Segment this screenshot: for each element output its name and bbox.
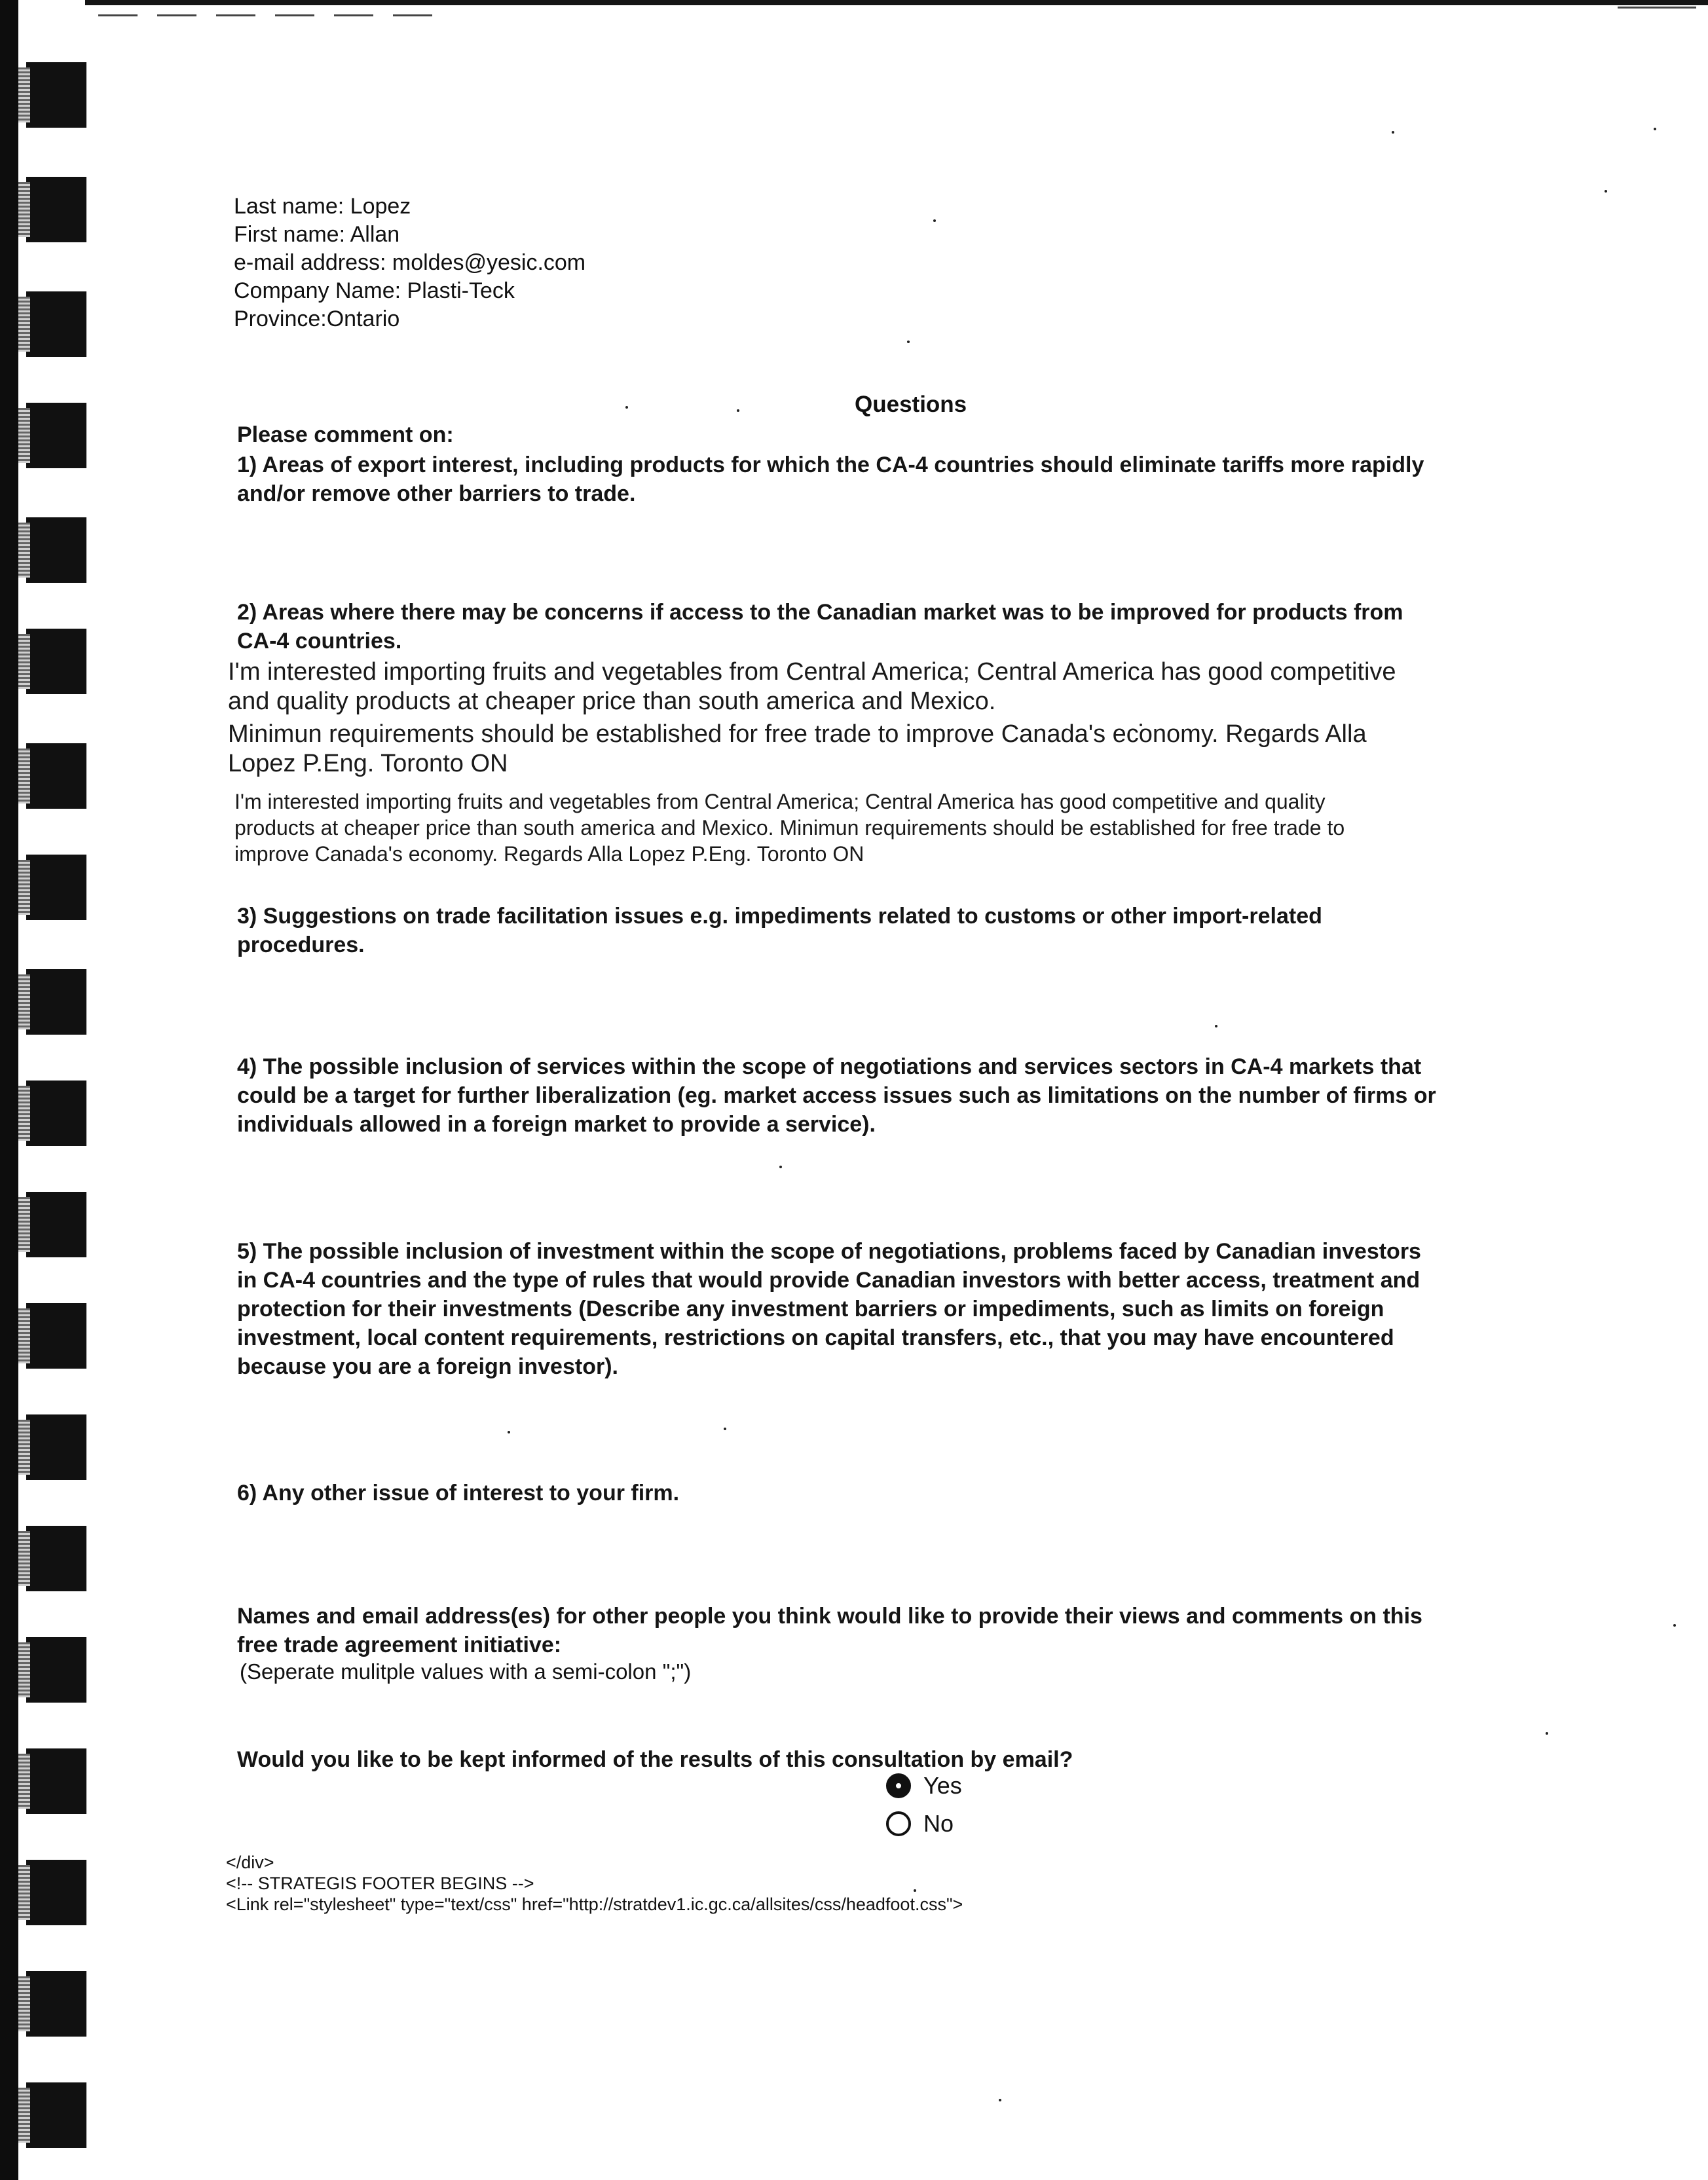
binding-hole	[26, 1860, 86, 1925]
question-5-line: 5) The possible inclusion of investment within the scope of negotiations, problems faced by Canadian investors	[237, 1239, 1421, 1264]
intro-text: Please comment on:	[237, 422, 454, 447]
question-5-line: in CA-4 countries and the type of rules that would provide Canadian investors with better access, treatment and	[237, 1268, 1420, 1293]
scan-speck	[1546, 1732, 1548, 1735]
question-3-line: 3) Suggestions on trade facilitation issues e.g. impediments related to customs or other import-related	[237, 904, 1322, 929]
scan-speck	[933, 219, 936, 222]
binding-hole	[26, 2082, 86, 2148]
answer-2-small-line: products at cheaper price than south america and Mexico. Minimun requirements should be established for free trade to	[234, 816, 1345, 840]
scan-top-edge	[85, 0, 1708, 5]
company-name: Company Name: Plasti-Teck	[234, 278, 515, 303]
binding-edge	[0, 0, 18, 2180]
binding-hole	[26, 403, 86, 468]
questions-heading: Questions	[855, 392, 967, 417]
question-6-line: 6) Any other issue of interest to your firm.	[237, 1481, 680, 1506]
question-4-line: 4) The possible inclusion of services within the scope of negotiations and services sectors in CA-4 markets that	[237, 1054, 1422, 1079]
scan-speck	[1654, 128, 1656, 130]
scan-speck	[1673, 1624, 1676, 1627]
referrals-line: Names and email address(es) for other people you think would like to provide their views and comments on this	[237, 1604, 1422, 1629]
scan-speck	[625, 406, 628, 409]
scan-speck	[999, 2099, 1001, 2101]
binding-hole	[26, 1303, 86, 1369]
binding-hole	[26, 1526, 86, 1591]
question-2-line: CA-4 countries.	[237, 629, 402, 654]
binding-hole	[26, 177, 86, 242]
scan-speck	[907, 341, 910, 343]
binding-hole	[26, 517, 86, 583]
scan-speck	[508, 1431, 510, 1433]
question-4-line: individuals allowed in a foreign market to provide a service).	[237, 1112, 876, 1137]
scan-speck	[724, 1428, 726, 1430]
answer-2-large-line: Minimun requirements should be established for free trade to improve Canada's economy. Regards Alla	[228, 720, 1367, 748]
binding-hole	[26, 1081, 86, 1146]
code-line: </div>	[226, 1853, 274, 1872]
scan-speck	[737, 409, 739, 412]
scan-dash-line-right	[1618, 7, 1696, 9]
first-name: First name: Allan	[234, 222, 400, 247]
question-3-line: procedures.	[237, 933, 365, 957]
question-1-line: and/or remove other barriers to trade.	[237, 481, 636, 506]
code-line: <!-- STRATEGIS FOOTER BEGINS -->	[226, 1874, 534, 1893]
answer-2-small-line: improve Canada's economy. Regards Alla Lopez P.Eng. Toronto ON	[234, 842, 864, 866]
scan-speck	[1215, 1025, 1217, 1027]
binding-hole	[26, 1414, 86, 1480]
no-label: No	[923, 1810, 954, 1837]
question-5-line: investment, local content requirements, restrictions on capital transfers, etc., that you may have encountered	[237, 1325, 1394, 1350]
yes-radio[interactable]	[886, 1773, 911, 1798]
binding-hole	[26, 743, 86, 809]
binding-hole	[26, 291, 86, 357]
binding-hole	[26, 1971, 86, 2037]
code-line: <Link rel="stylesheet" type="text/css" href="http://stratdev1.ic.gc.ca/allsites/css/headfoot.css">	[226, 1894, 963, 1914]
binding-hole	[26, 855, 86, 920]
last-name: Last name: Lopez	[234, 194, 411, 219]
keep-informed-question: Would you like to be kept informed of the results of this consultation by email?	[237, 1747, 1073, 1772]
answer-2-small-line: I'm interested importing fruits and vegetables from Central America; Central America has good competitive and quality	[234, 790, 1326, 813]
binding-hole	[26, 629, 86, 694]
binding-hole	[26, 1192, 86, 1257]
answer-2-large-line: I'm interested importing fruits and vegetables from Central America; Central America has good competitive	[228, 658, 1396, 686]
yes-label: Yes	[923, 1772, 962, 1799]
question-5-line: protection for their investments (Describe any investment barriers or impediments, such as limits on foreign	[237, 1297, 1384, 1321]
referrals-line: free trade agreement initiative:	[237, 1633, 562, 1657]
binding-hole	[26, 62, 86, 128]
answer-2-large-line: and quality products at cheaper price than south america and Mexico.	[228, 688, 996, 715]
scan-speck	[779, 1166, 782, 1168]
scan-speck	[1605, 190, 1607, 193]
binding-hole	[26, 1637, 86, 1703]
province: Province:Ontario	[234, 306, 400, 331]
scan-speck	[914, 1889, 916, 1892]
question-5-line: because you are a foreign investor).	[237, 1354, 618, 1379]
scan-speck	[1392, 131, 1394, 134]
referrals-hint: (Seperate mulitple values with a semi-colon ";")	[240, 1659, 692, 1684]
question-4-line: could be a target for further liberalization (eg. market access issues such as limitations on the number of firms or	[237, 1083, 1436, 1108]
email-address: e-mail address: moldes@yesic.com	[234, 250, 586, 275]
binding-hole	[26, 969, 86, 1035]
no-radio[interactable]	[886, 1811, 911, 1836]
binding-hole	[26, 1748, 86, 1814]
question-2-line: 2) Areas where there may be concerns if access to the Canadian market was to be improved for products from	[237, 600, 1403, 625]
question-1-line: 1) Areas of export interest, including products for which the CA-4 countries should eliminate tariffs more rapidly	[237, 453, 1424, 477]
answer-2-large-line: Lopez P.Eng. Toronto ON	[228, 750, 508, 777]
scan-dash-line	[98, 14, 452, 16]
